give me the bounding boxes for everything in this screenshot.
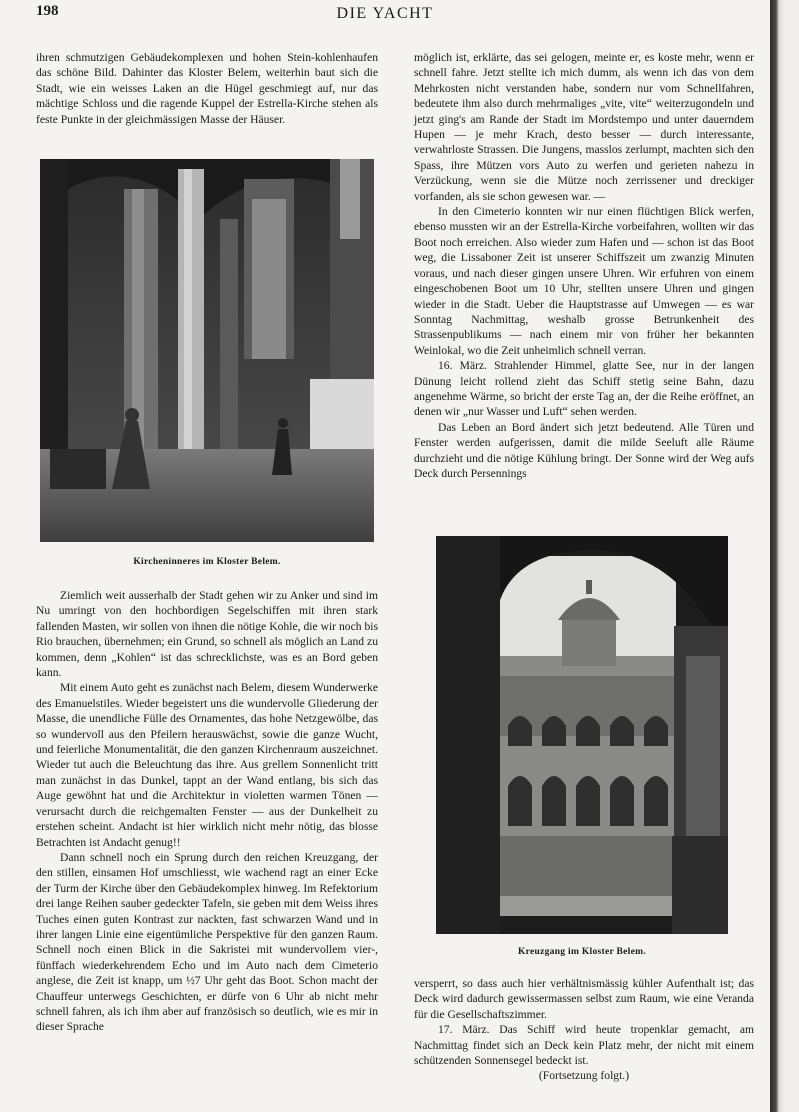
- cloister-image: [436, 536, 728, 934]
- page-gutter: [770, 0, 799, 1112]
- photo-church-interior: [40, 159, 374, 542]
- caption-cloister: Kreuzgang im Kloster Belem.: [517, 947, 647, 957]
- running-header: DIE YACHT: [336, 5, 434, 22]
- column-2-bottom: [414, 976, 754, 1084]
- paragraph: 16. März. Strahlender Himmel, glatte See, nur in der langen Dünung leicht rollend zieht das Schiff stetig seine Bahn, dazu angenehme Wärme, so bricht der erste Tag an, der die Reihe eröffnet, an denen wir „nur Wasser und Luft“ sehen werden.: [414, 359, 754, 419]
- caption-church-interior: Kircheninneres im Kloster Belem.: [133, 557, 281, 567]
- paragraph: Ziemlich weit ausserhalb der Stadt gehen wir zu Anker und sind im Nu umringt von den hochbordigen Segelschiffen mit ihren stark fallenden Masten, wir sollen von ihnen die nötige Kohle, die wir noch bis Rio brauchen, übernehmen; ein Grund, so schnell als möglich an Land zu kommen, denn „Kohlen“ ist das schrecklichste, was es an Bord geben kann.: [36, 589, 378, 680]
- paragraph: In den Cimeterio konnten wir nur einen flüchtigen Blick werfen, ebenso mussten wir an der Estrella-Kirche vorbeifahren, wollten wir das Boot noch erreichen. Also wieder zum Hafen und — schon ist das Boot weg, die Lissaboner Zeit ist unserer Schiffszeit um zwanzig Minuten voraus, und nach dieser gingen unsere Uhren. Wir erfuhren von einem eingeschobenen Boot um 10 Uhr, stellten unsere Uhren und gingen wieder in die Stadt. Ueber die Hauptstrasse auf Umwegen — es war Sonntag Nachmittag, weshalb grosse Betrunkenheit des Strassenpublikums — nach einem mir von früher her bekannten Weinlokal, wo die Zeit unheimlich schnell verran.: [414, 205, 754, 357]
- column-1-bottom: [36, 588, 378, 1035]
- column-2-top: [414, 50, 754, 481]
- paragraph: Mit einem Auto geht es zunächst nach Belem, diesem Wunderwerke des Emanuelstiles. Wieder begeistert uns die wundervolle Gliederung der Masse, die unendliche Fülle des Ornamentes, das hohe Netzgewölbe, das so wundervoll aus den Pfeilern herauswächst, sowie die ganze Wucht, und feierliche Monumentalität, die den ganzen Kirchenraum auszeichnet. Wieder tut auch die Beleuchtung das ihre. Aus grellem Sonnenlicht tritt man zunächst in das Dunkel, tappt an der Wand entlang, bis sich das Auge gewöhnt hat und die Architektur in violetten warmen Tönen — verursacht durch die reichgemalten Fenster — aus der Dunkelheit zu erstehen scheint. Andacht ist hier wirklich nicht mehr nötig, das blosse Betrachten ist Andacht genug!!: [36, 681, 378, 849]
- paragraph: möglich ist, erklärte, das sei gelogen, meinte er, es koste mehr, wenn er schnell fahre. Jetzt stellte ich mich dumm, als wenn ich das von dem Mehrkosten nicht verstanden habe, sondern nur vom Schnellfahren, bedeutete ihm also durch mehrmaliges „vite, vite“ weiterzugondeln und jetzt ging's am Rande der Stadt im Mordstempo und unter dauerndem Hupen — je mehr Krach, desto besser — durch interessante, verwahrloste Strassen. Die Jungens, masslos zerlumpt, machten sich den Spass, ihre Mützen vors Auto zu werfen und gerieten nahezu in Verzückung, wenn sie die Mütze noch zerrissener und dreckiger vorfanden, als sie schon gewesen war. —: [414, 51, 754, 203]
- column-1-top: [36, 50, 378, 127]
- paragraph: Das Leben an Bord ändert sich jetzt bedeutend. Alle Türen und Fenster werden aufgerissen, damit die milde Seeluft alle Räume durchzieht und die nötige Kühlung bringt. Der Sonne wird der Weg aufs Deck durch Persennings: [414, 420, 754, 480]
- continuation-note: (Fortsetzung folgt.): [538, 1069, 630, 1083]
- paragraph: ihren schmutzigen Gebäudekomplexen und hohen Stein-kohlenhaufen das schöne Bild. Dahinter das Kloster Belem, weiterhin baut sich die Stadt, wie ein weisses Laken an die Hügel geschmiegt auf, nur das mächtige Schloss und die ragende Kuppel der Estrella-Kirche stehen als feste Punkte in der gleichmässigen Masse der Häuser.: [36, 51, 378, 126]
- paragraph: Dann schnell noch ein Sprung durch den reichen Kreuzgang, der den stillen, einsamen Hof umschliesst, wie wachend ragt an einer Ecke der Turm der Kirche über den Gebäudekomplex hinweg. Im Refektorium drei lange Reihen sauber gedeckter Tafeln, sie geben mit dem Weiss ihres Tuches einen guten Kontrast zur nackten, fast schwarzen Wand und in ihrer langen Linie eine eigentümliche Perspektive für den ganzen Raum. Schnell noch einen Blick in die Sakristei mit wundervollem vier-, fünffach wiederkehrendem Echo und im Auto nach dem Cimeterio anglese, die Zeit ist knapp, um ½7 Uhr geht das Boot. Schon macht der Chauffeur unterwegs Geschichten, er dürfe von 6 Uhr ab nicht mehr schnell fahren, als ich ihm aber auf französisch so deutlich, wie es mir in dieser Sprache: [36, 850, 378, 1034]
- paragraph: 17. März. Das Schiff wird heute tropenklar gemacht, am Nachmittag findet sich an Deck kein Platz mehr, der nicht mit einem schützenden Sonnensegel bedeckt ist.: [414, 1023, 754, 1068]
- page-number: 198: [36, 3, 59, 19]
- paragraph: versperrt, so dass auch hier verhältnismässig kühler Aufenthalt ist; das Deck wird dadurch gewissermassen selbst zum Raum, wie eine Veranda für die Gesellschaftszimmer.: [414, 977, 754, 1021]
- church-interior-image: [40, 159, 374, 542]
- photo-cloister: [436, 536, 728, 934]
